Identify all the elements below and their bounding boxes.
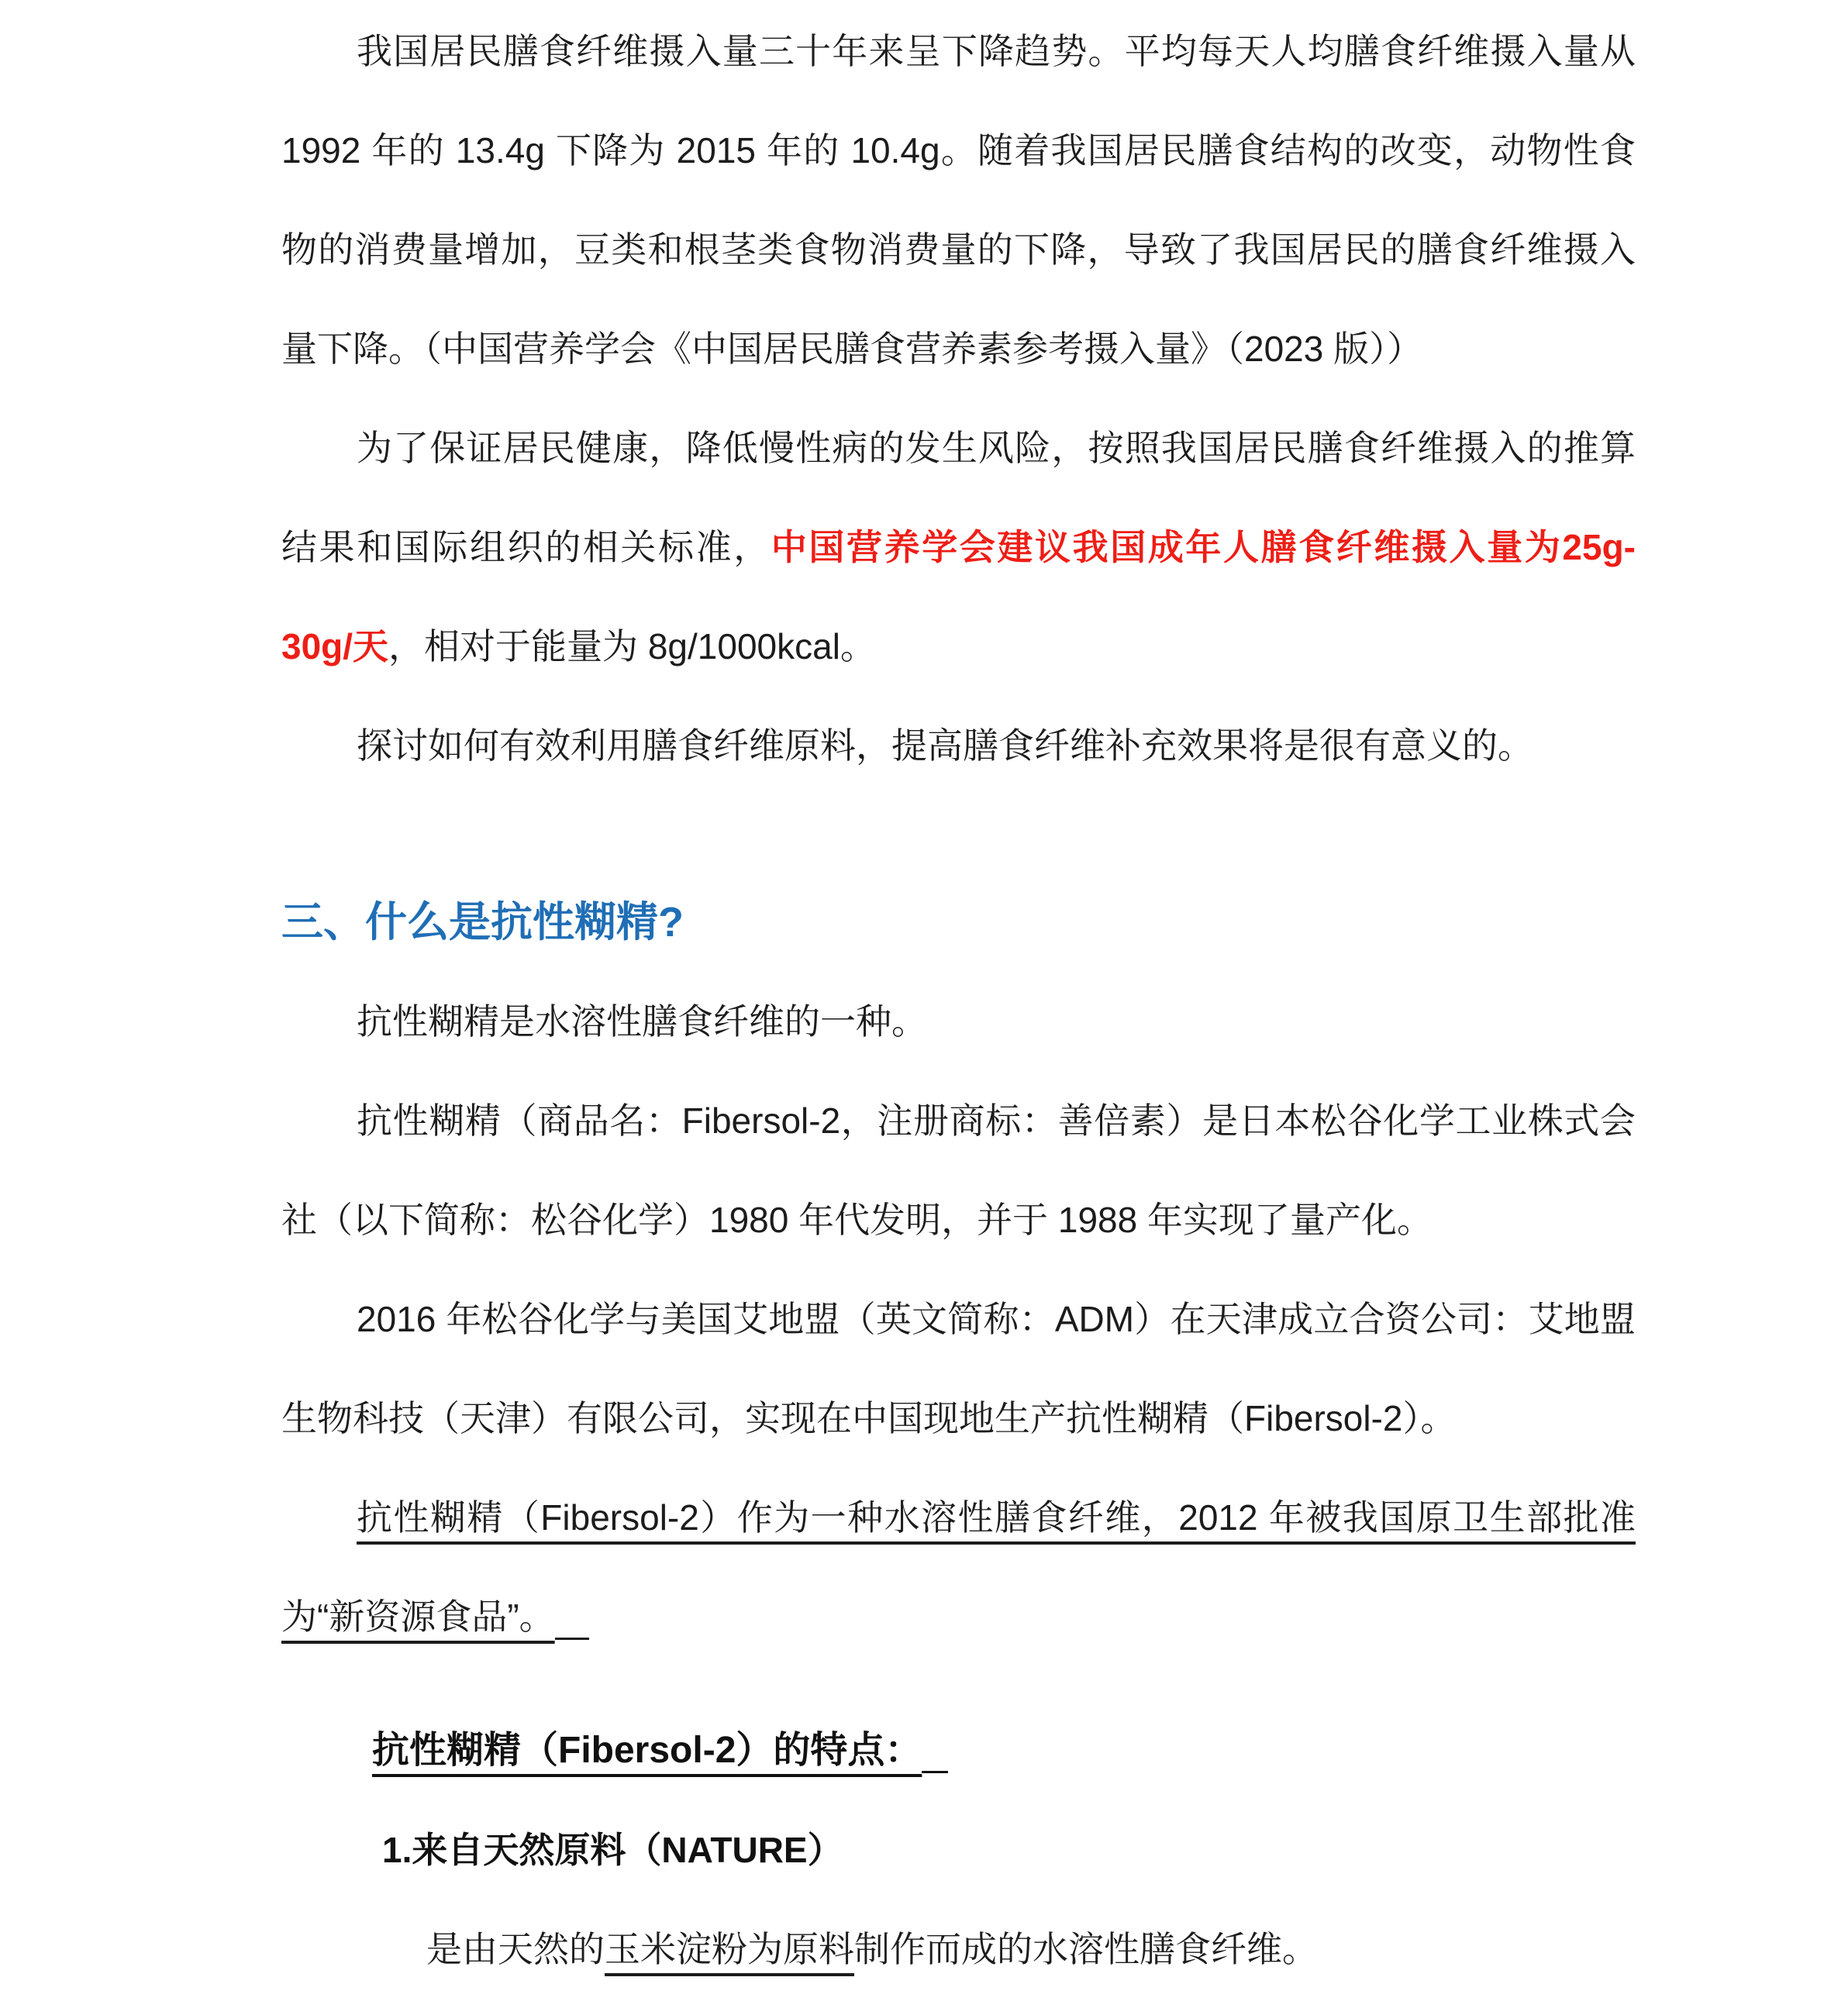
document-body <box>281 2 1636 1999</box>
text-run: 抗性糊精是水溶性膳食纤维的一种。 <box>357 1001 927 1042</box>
paragraph-new-resource-food-approval <box>281 1468 1636 1666</box>
feature-1-title <box>382 1800 1636 1900</box>
text-run: 我国居民膳食纤维摄入量三十年来呈下降趋势。平均每天人均膳食纤维摄入量从 1992 年的 13.4g 下降为 2015 年的 10.4g。随着我国居民膳食结构的改变，动物性食物的消费量增加，豆类和根茎类食物消费量的下降，导致了我国居民的膳食纤维摄入量下降。（中国营养学会《中国居民膳食营养素参考摄入量》（2023 版）） <box>281 31 1636 369</box>
underlined-text: 抗性糊精（Fibersol-2）作为一种水溶性膳食纤维，2012 年被我国原卫生部批准为“新资源食品”。 <box>281 1497 1636 1637</box>
heading-text: 三、什么是抗性糊精? <box>281 899 684 946</box>
underline-extension <box>922 1734 948 1773</box>
text-run: 2016 年松谷化学与美国艾地盟（英文简称：ADM）在天津成立合资公司：艾地盟生物科技（天津）有限公司，实现在中国现地生产抗性糊精（Fibersol-2）。 <box>281 1299 1636 1438</box>
underlined-text: 玉米淀粉为原料 <box>605 1929 854 1969</box>
paragraph-recommended-intake <box>281 398 1636 696</box>
paragraph-fiber-intake-decline <box>281 2 1636 398</box>
features-heading <box>372 1701 1636 1800</box>
heading-text: 1.来自天然原料（NATURE） <box>382 1830 843 1870</box>
text-run: 探讨如何有效利用膳食纤维原料，提高膳食纤维补充效果将是很有意义的。 <box>357 725 1533 766</box>
paragraph-feature-1-description <box>281 1900 1636 1999</box>
paragraph-fibersol-origin <box>281 1071 1636 1269</box>
text-run: 抗性糊精（商品名：Fibersol-2，注册商标：善倍素）是日本松谷化学工业株式会社（以下简称：松谷化学）1980 年代发明，并于 1988 年实现了量产化。 <box>281 1100 1636 1240</box>
paragraph-discussion-significance <box>281 696 1636 795</box>
underline-extension <box>555 1602 589 1640</box>
red-emphasis-text: 中国营养学会建议我国成年人膳食纤维摄入量为25g-30g/天 <box>281 527 1636 666</box>
paragraph-adm-joint-venture <box>281 1269 1636 1468</box>
text-run: 制作而成的水溶性膳食纤维。 <box>854 1929 1318 1969</box>
underlined-heading-text: 抗性糊精（Fibersol-2）的特点： <box>372 1730 922 1771</box>
text-run: 为了保证居民健康，降低慢性病的发生风险，按照我国居民膳食纤维摄入的推算结果和国际组织的相关标准， <box>281 428 1636 567</box>
paragraph-resistant-dextrin-definition <box>281 972 1636 1071</box>
text-run: ，相对于能量为 8g/1000kcal。 <box>388 626 876 666</box>
section-heading-what-is-resistant-dextrin <box>281 873 1636 972</box>
text-run: 是由天然的 <box>426 1929 605 1969</box>
